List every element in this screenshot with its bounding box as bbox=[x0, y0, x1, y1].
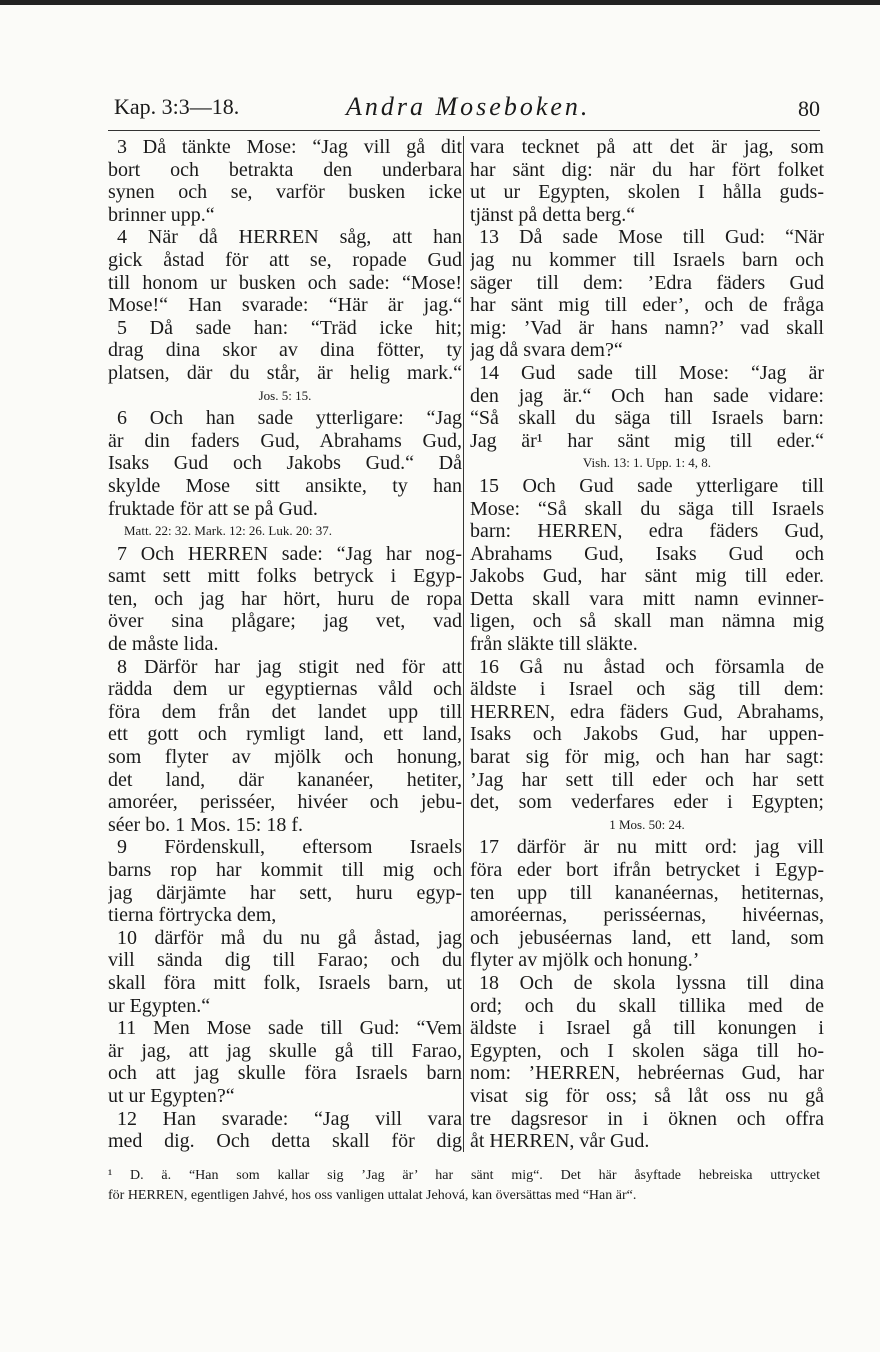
left-column bbox=[108, 136, 462, 1153]
text-line: mig: ’Vad är hans namn?’ vad skall bbox=[470, 316, 824, 339]
text-line: ’Jag har sett till eder och har sett bbox=[470, 768, 824, 791]
page-header bbox=[108, 92, 820, 126]
text-line: Mose!“ Han svarade: “Här är jag.“ bbox=[108, 294, 462, 317]
text-line: samt sett mitt folks betryck i Egyp- bbox=[108, 565, 462, 588]
text-line: föra dem från det landet upp till bbox=[108, 700, 462, 723]
text-line: 18 Och de skola lyssna till dina bbox=[479, 971, 824, 994]
top-edge-line bbox=[0, 0, 880, 5]
text-line: 6 Och han sade ytterligare: “Jag bbox=[117, 407, 462, 430]
text-line: skall föra mitt folk, Israels barn, ut bbox=[108, 971, 462, 994]
text-line: 8 Därför har jag stigit ned för att bbox=[117, 655, 462, 678]
text-line: skylde Mose sitt ansikte, ty han bbox=[108, 474, 462, 497]
text-line: Jag är¹ har sänt mig till eder.“ bbox=[470, 429, 824, 452]
text-line: visat sig för oss; så låt oss nu gå bbox=[470, 1084, 824, 1107]
cross-reference: Vish. 13: 1. Upp. 1: 4, 8. bbox=[582, 455, 712, 471]
column-divider bbox=[463, 136, 464, 1152]
text-line: nom: ’HERREN, hebréernas Gud, har bbox=[470, 1062, 824, 1085]
text-line: 3 Då tänkte Mose: “Jag vill gå dit bbox=[117, 136, 462, 158]
text-line: vara tecknet på att det är jag, som bbox=[470, 136, 824, 158]
text-line: 16 Gå nu åstad och församla de bbox=[479, 655, 824, 678]
text-line: 7 Och HERREN sade: “Jag har nog- bbox=[117, 542, 462, 565]
text-line: barat sig för mig, och han har sagt: bbox=[470, 746, 824, 769]
text-line: 11 Men Mose sade till Gud: “Vem bbox=[117, 1017, 462, 1040]
text-line: den jag är.“ Och han sade vidare: bbox=[470, 384, 824, 407]
page-number: 80 bbox=[798, 96, 820, 121]
text-line: jag därjämte har sett, huru egyp- bbox=[108, 881, 462, 904]
text-line: 14 Gud sade till Mose: “Jag är bbox=[479, 361, 824, 384]
text-line: åt HERREN, vår Gud. bbox=[470, 1130, 650, 1153]
text-line: Jakobs Gud, har sänt mig till eder. bbox=[470, 565, 824, 588]
text-line: jag då svara dem?“ bbox=[470, 339, 623, 362]
text-line: över sina plågare; jag vet, vad bbox=[108, 610, 462, 633]
footnote-line: ¹ D. ä. “Han som kallar sig ’Jag är’ har sänt mig“. Det här åsyftade hebreiska uttrycket bbox=[108, 1168, 820, 1183]
text-line: barns rop har kommit till mig och bbox=[108, 859, 462, 881]
text-line: det land, där kananéer, hetiter, bbox=[108, 768, 462, 791]
text-line: platsen, där du står, är helig mark.“ bbox=[108, 361, 462, 384]
text-line: Isaks och Jakobs Gud, har uppen- bbox=[470, 723, 824, 746]
text-line: 5 Då sade han: “Träd icke hit; bbox=[117, 316, 462, 339]
text-line: 9 Fördenskull, eftersom Israels bbox=[117, 836, 462, 859]
text-line: 12 Han svarade: “Jag vill vara bbox=[117, 1107, 462, 1130]
text-line: drag dina skor av dina fötter, ty bbox=[108, 339, 462, 362]
header-rule bbox=[108, 130, 820, 131]
text-line: tierna förtrycka dem, bbox=[108, 904, 277, 927]
text-line: HERREN, edra fäders Gud, Abrahams, bbox=[470, 700, 824, 723]
footnote-line: för HERREN, egentligen Jahvé, hos oss vanligen uttalat Jehová, kan översättas med “Han är“. bbox=[108, 1188, 637, 1203]
text-line: ut ur Egypten, skolen I hålla guds- bbox=[470, 181, 824, 204]
text-line: föra eder bort ifrån betrycket i Egyp- bbox=[470, 859, 824, 881]
text-line: de måste lida. bbox=[108, 633, 219, 656]
text-line: är jag, att jag skulle gå till Farao, bbox=[108, 1039, 462, 1062]
text-line: och att jag skulle föra Israels barn bbox=[108, 1062, 462, 1085]
text-line: rädda dem ur egyptiernas våld och bbox=[108, 678, 462, 701]
text-line: jag nu kommer till Israels barn och bbox=[470, 248, 824, 271]
text-line: 13 Då sade Mose till Gud: “När bbox=[479, 226, 824, 249]
text-line: “Så skall du säga till Israels barn: bbox=[470, 407, 824, 430]
book-title: Andra Moseboken. bbox=[346, 92, 591, 121]
cross-reference: 1 Mos. 50: 24. bbox=[609, 816, 685, 832]
text-line: Isaks Gud och Jakobs Gud.“ Då bbox=[108, 452, 462, 475]
cross-reference: Matt. 22: 32. Mark. 12: 26. Luk. 20: 37. bbox=[124, 523, 332, 539]
cross-reference: Jos. 5: 15. bbox=[258, 387, 312, 403]
text-line: fruktade för att se på Gud. bbox=[108, 497, 318, 520]
text-line: séer bo. 1 Mos. 15: 18 f. bbox=[108, 813, 303, 836]
text-line: är din faders Gud, Abrahams Gud, bbox=[108, 429, 462, 452]
text-line: synen och se, varför busken icke bbox=[108, 181, 462, 204]
text-line: äldste i Israel gå till konungen i bbox=[470, 1017, 824, 1040]
text-line: äldste i Israel och säg till dem: bbox=[470, 678, 824, 701]
text-line: säger till dem: ’Edra fäders Gud bbox=[470, 271, 824, 294]
footnote bbox=[108, 1166, 820, 1206]
right-column bbox=[470, 136, 824, 1153]
text-line: Egypten, och I skolen säga till ho- bbox=[470, 1039, 824, 1062]
text-line: 17 därför är nu mitt ord: jag vill bbox=[479, 836, 824, 859]
text-line: Abrahams Gud, Isaks Gud och bbox=[470, 542, 824, 565]
text-line: har sänt mig till eder’, och de fråga bbox=[470, 294, 824, 317]
text-line: 10 därför må du nu gå åstad, jag bbox=[117, 926, 462, 949]
text-line: det, som vederfares eder i Egypten; bbox=[470, 791, 824, 814]
text-line: tjänst på detta berg.“ bbox=[470, 203, 636, 226]
text-line: brinner upp.“ bbox=[108, 203, 215, 226]
text-line: till honom ur busken och sade: “Mose! bbox=[108, 271, 462, 294]
text-line: har sänt dig: när du har fört folket bbox=[470, 158, 824, 181]
text-line: ut ur Egypten?“ bbox=[108, 1084, 235, 1107]
text-line: ten, och jag har hört, huru de ropa bbox=[108, 587, 462, 610]
text-line: flyter av mjölk och honung.’ bbox=[470, 949, 700, 972]
text-line: gick åstad för att se, ropade Gud bbox=[108, 248, 462, 271]
text-line: från släkte till släkte. bbox=[470, 633, 638, 656]
text-line: 15 Och Gud sade ytterligare till bbox=[479, 474, 824, 497]
text-line: Detta skall vara mitt namn evinner- bbox=[470, 587, 824, 610]
text-line: 4 När då HERREN såg, att han bbox=[117, 226, 462, 249]
text-line: barn: HERREN, edra fäders Gud, bbox=[470, 520, 824, 543]
text-line: bort och betrakta den underbara bbox=[108, 158, 462, 181]
text-line: och jebuséernas land, ett land, som bbox=[470, 926, 824, 949]
text-line: ten upp till kananéernas, hetiternas, bbox=[470, 881, 824, 904]
text-line: vill sända dig till Farao; och du bbox=[108, 949, 462, 972]
text-line: amoréer, perisséer, hivéer och jebu- bbox=[108, 791, 462, 814]
text-line: ett gott och rymligt land, ett land, bbox=[108, 723, 462, 746]
text-line: som flyter av mjölk och honung, bbox=[108, 746, 462, 769]
text-line: med dig. Och detta skall för dig bbox=[108, 1130, 462, 1153]
text-line: tre dagsresor in i öknen och offra bbox=[470, 1107, 824, 1130]
text-line: amoréernas, perisséernas, hivéernas, bbox=[470, 904, 824, 927]
text-line: ur Egypten.“ bbox=[108, 994, 211, 1017]
text-line: ligen, och så skall man nämna mig bbox=[470, 610, 824, 633]
chapter-reference: Kap. 3:3—18. bbox=[114, 94, 240, 119]
text-line: Mose: “Så skall du säga till Israels bbox=[470, 497, 824, 520]
text-line: ord; och du skall tillika med de bbox=[470, 994, 824, 1017]
